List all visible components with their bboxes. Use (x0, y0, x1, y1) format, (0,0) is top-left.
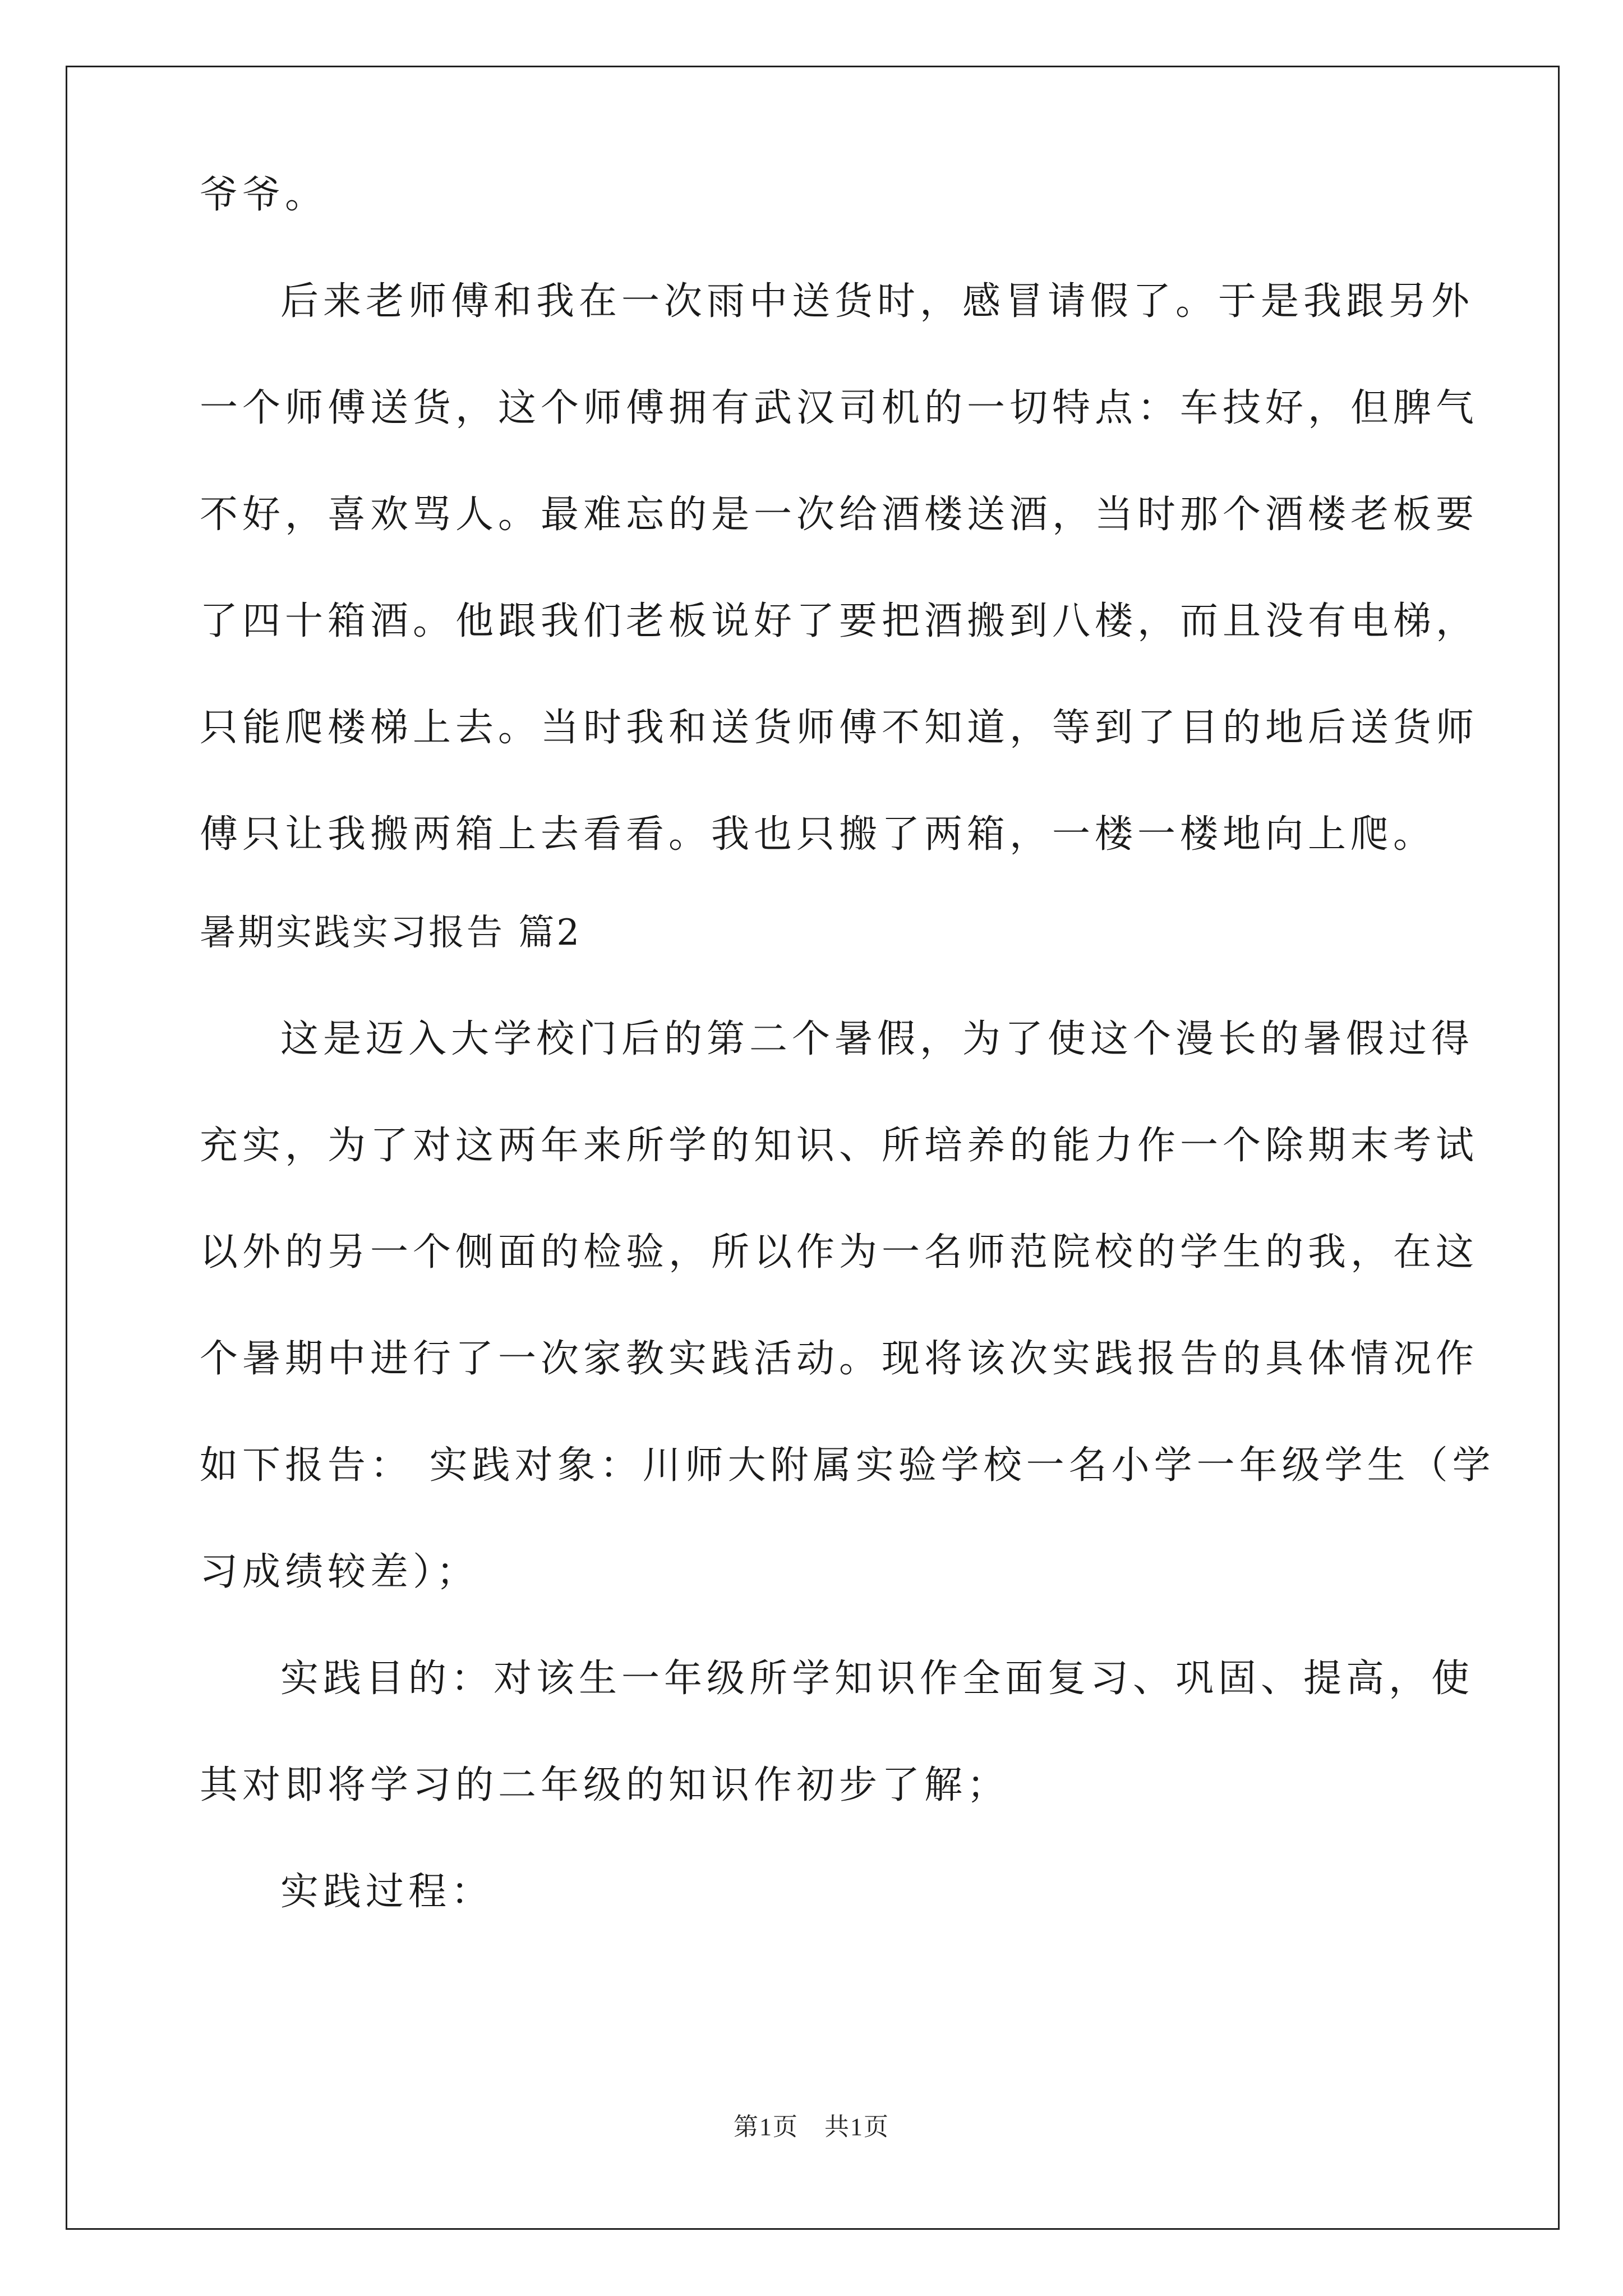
paragraph-line: 爷爷。 (200, 173, 328, 217)
paragraph-line: 不好，喜欢骂人。最难忘的是一次给酒楼送酒，当时那个酒楼老板要 (200, 493, 1479, 537)
paragraph-line: 后来老师傅和我在一次雨中送货时，感冒请假了。于是我跟另外 (280, 279, 1474, 324)
paragraph-line: 习成绩较差）； (200, 1550, 479, 1594)
paragraph-line: 如下报告： 实践对象：川师大附属实验学校一名小学一年级学生（学 (200, 1443, 1495, 1488)
page-number: 第1页 共1页 (734, 2113, 889, 2141)
paragraph-line: 个暑期中进行了一次家教实践活动。现将该次实践报告的具体情况作 (200, 1337, 1479, 1381)
paragraph-line: 只能爬楼梯上去。当时我和送货师傅不知道，等到了目的地后送货师 (200, 706, 1479, 750)
paragraph-line: 傅只让我搬两箱上去看看。我也只搬了两箱，一楼一楼地向上爬。 (200, 812, 1436, 857)
paragraph-line: 以外的另一个侧面的检验，所以作为一名师范院校的学生的我，在这 (200, 1230, 1479, 1274)
paragraph-line: 充实，为了对这两年来所学的知识、所培养的能力作一个除期末考试 (200, 1124, 1479, 1168)
paragraph-line: 这是迈入大学校门后的第二个暑假，为了使这个漫长的暑假过得 (280, 1017, 1474, 1061)
paragraph-line: 实践过程： (280, 1870, 494, 1914)
paragraph-line: 其对即将学习的二年级的知识作初步了解； (200, 1763, 1010, 1807)
paragraph-line: 一个师傅送货，这个师傅拥有武汉司机的一切特点：车技好，但脾气 (200, 386, 1479, 430)
paragraph-line: 了四十箱酒。他跟我们老板说好了要把酒搬到八楼，而且没有电梯， (200, 599, 1479, 643)
paragraph-line: 实践目的：对该生一年级所学知识作全面复习、巩固、提高，使 (280, 1657, 1474, 1701)
section-heading: 暑期实践实习报告 篇2 (200, 912, 582, 954)
